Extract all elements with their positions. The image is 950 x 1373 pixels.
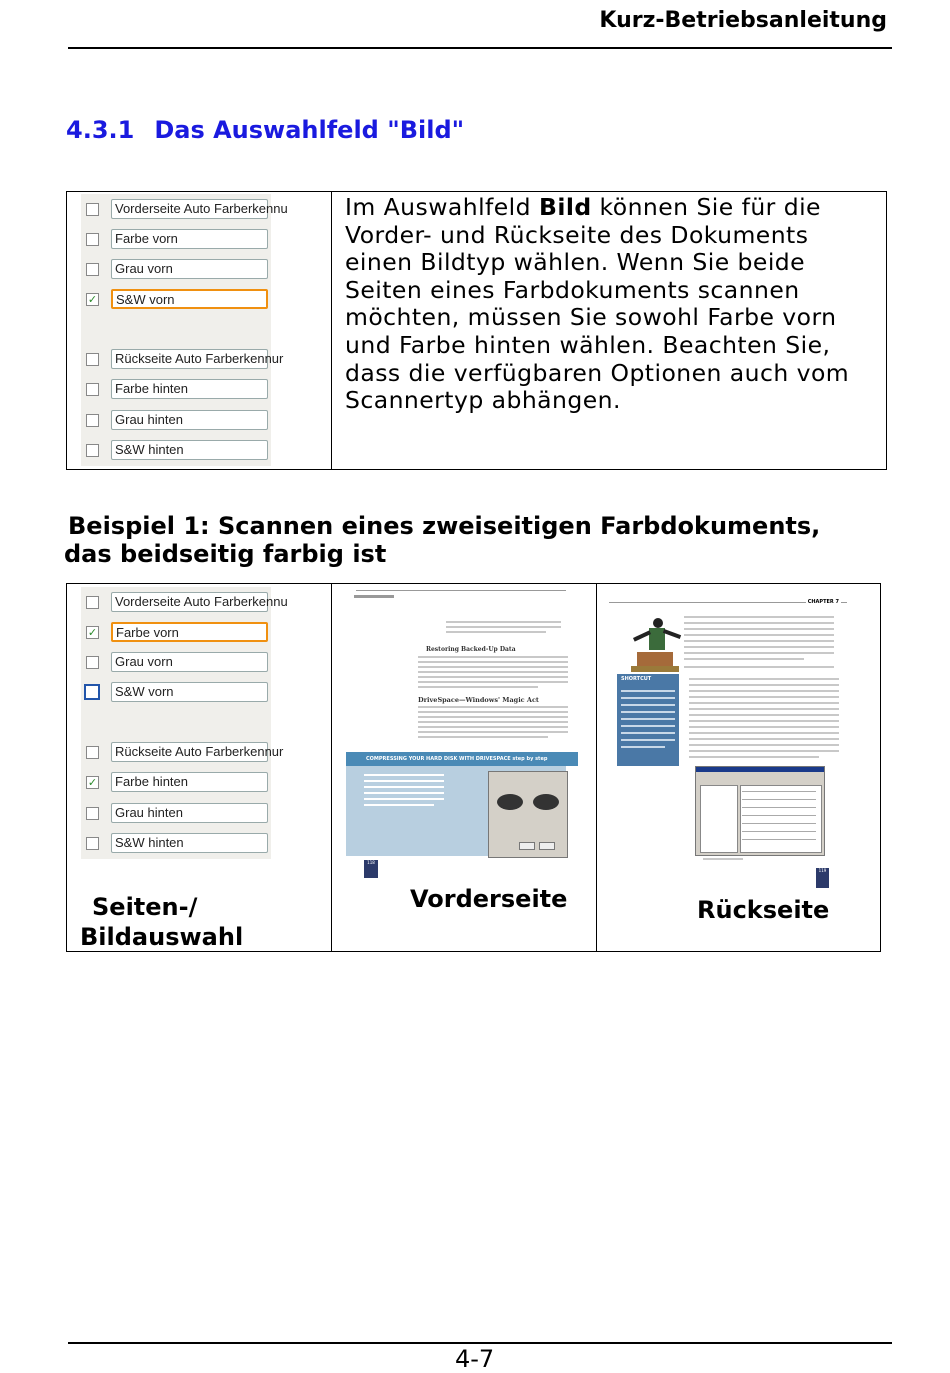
option-row[interactable]	[81, 409, 268, 431]
caption-left-1: Seiten-/	[92, 893, 198, 921]
back-header: CHAPTER 7	[807, 599, 839, 605]
back-shortcut-box	[617, 684, 679, 766]
front-screenshot-area	[346, 766, 566, 856]
option-label[interactable]: Vorderseite Auto Farberkennu	[111, 199, 268, 219]
option-row[interactable]	[81, 651, 268, 673]
example-title-line1: Beispiel 1: Scannen eines zweiseitigen Farbdokuments,	[68, 512, 821, 540]
checkbox[interactable]	[86, 807, 99, 820]
option-label[interactable]: Grau hinten	[111, 803, 268, 823]
description-cell	[332, 192, 887, 470]
option-row[interactable]	[81, 832, 268, 854]
option-row[interactable]	[81, 198, 288, 220]
back-cell	[597, 584, 881, 952]
example-options-panel	[81, 587, 288, 859]
checkbox[interactable]	[84, 684, 100, 700]
caption-left-2: Bildauswahl	[80, 923, 244, 951]
checkbox[interactable]	[86, 383, 99, 396]
checkbox[interactable]	[86, 353, 99, 366]
option-label[interactable]: S&W hinten	[111, 833, 268, 853]
footer-rule	[68, 1342, 892, 1344]
option-row[interactable]	[81, 439, 268, 461]
checked-checkbox[interactable]: ✓	[87, 775, 98, 789]
front-heading1: Restoring Backed-Up Data	[426, 646, 516, 653]
description-text	[332, 192, 886, 415]
back-screenshot	[695, 766, 825, 856]
option-row[interactable]	[81, 771, 268, 793]
page-number: 4-7	[455, 1345, 495, 1373]
back-illustration	[627, 614, 679, 672]
section-number: 4.3.1	[66, 116, 135, 144]
front-heading2: DriveSpace—Windows' Magic Act	[418, 696, 539, 704]
checkbox[interactable]	[86, 444, 99, 457]
image-options-table	[66, 191, 887, 470]
option-row[interactable]	[81, 348, 284, 370]
header-rule	[68, 47, 892, 49]
option-label[interactable]: Rückseite Auto Farberkennur	[111, 349, 268, 369]
caption-back: Rückseite	[697, 896, 830, 924]
options-cell	[67, 192, 332, 470]
checkbox[interactable]	[86, 263, 99, 276]
option-row[interactable]	[81, 228, 268, 250]
option-label[interactable]: Grau vorn	[111, 652, 268, 672]
checkbox[interactable]	[86, 837, 99, 850]
checkbox[interactable]	[86, 233, 99, 246]
option-row[interactable]	[81, 288, 268, 310]
description-part1: Im Auswahlfeld	[345, 193, 539, 221]
option-label[interactable]: Farbe vorn	[111, 622, 268, 642]
option-label[interactable]: S&W vorn	[111, 682, 268, 702]
option-row[interactable]	[81, 621, 268, 643]
description-bold: Bild	[538, 193, 592, 221]
option-row[interactable]	[81, 681, 268, 703]
back-page-thumbnail	[609, 586, 847, 891]
option-label[interactable]: Grau hinten	[111, 410, 268, 430]
option-label[interactable]: Farbe hinten	[111, 772, 268, 792]
description-part2: können Sie für die Vorder- und Rückseite des Dokuments einen Bildtyp wählen. Wenn Sie beide Seiten eines Farbdokuments scannen möchten, müssen Sie sowohl Farbe vorn und Farbe hinten wählen. Beachten Sie, dass die verfügbaren Optionen auch vom Scannertyp abhängen.	[345, 193, 850, 415]
checkbox[interactable]	[86, 656, 99, 669]
option-row[interactable]	[81, 258, 268, 280]
example-table	[66, 583, 881, 952]
example-options-cell	[67, 584, 332, 952]
caption-front: Vorderseite	[410, 885, 568, 913]
section-title	[66, 116, 464, 144]
header-title: Kurz-Betriebsanleitung	[599, 8, 887, 33]
front-cell	[332, 584, 597, 952]
checked-checkbox[interactable]: ✓	[87, 292, 98, 306]
checkbox[interactable]	[86, 596, 99, 609]
option-row[interactable]	[81, 591, 288, 613]
option-label[interactable]: S&W hinten	[111, 440, 268, 460]
back-shortcut: SHORTCUT	[617, 674, 679, 684]
back-page-number: 119	[816, 868, 829, 888]
option-label[interactable]: S&W vorn	[111, 289, 268, 309]
example-title-line2: das beidseitig farbig ist	[64, 540, 387, 568]
checkbox[interactable]	[86, 746, 99, 759]
option-label[interactable]: Farbe vorn	[111, 229, 268, 249]
option-row[interactable]	[81, 378, 268, 400]
option-row[interactable]	[81, 741, 284, 763]
example-title	[64, 512, 820, 568]
section-heading: Das Auswahlfeld "Bild"	[154, 116, 465, 144]
front-banner: COMPRESSING YOUR HARD DISK WITH DRIVESPACE step by step	[346, 752, 578, 766]
checkbox[interactable]	[86, 203, 99, 216]
option-label[interactable]: Rückseite Auto Farberkennur	[111, 742, 268, 762]
checkbox[interactable]	[86, 414, 99, 427]
option-label[interactable]: Farbe hinten	[111, 379, 268, 399]
front-page-thumbnail	[346, 586, 578, 876]
option-label[interactable]: Vorderseite Auto Farberkennu	[111, 592, 268, 612]
front-page-number: 118	[364, 860, 378, 878]
image-options-panel	[81, 194, 288, 466]
option-row[interactable]	[81, 802, 268, 824]
option-label[interactable]: Grau vorn	[111, 259, 268, 279]
checked-checkbox[interactable]: ✓	[87, 625, 98, 639]
